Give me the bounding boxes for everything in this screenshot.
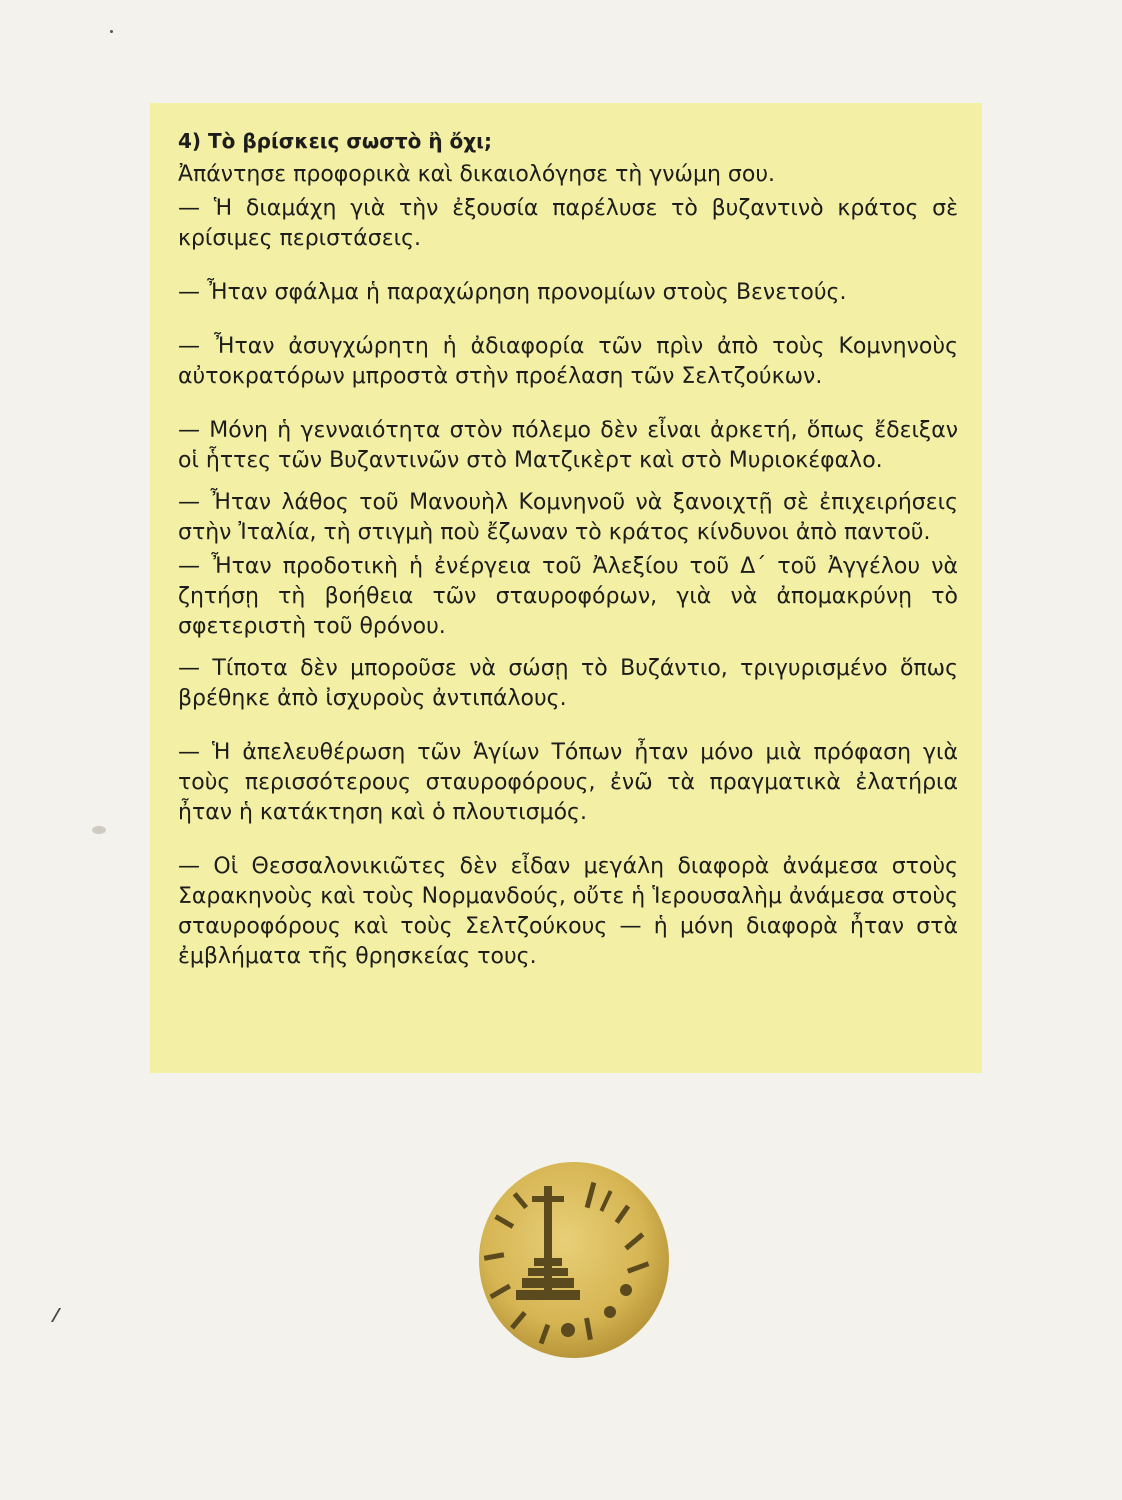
statement-item: — Τίποτα δὲν μποροῦσε νὰ σώσῃ τὸ Βυζάντιο, τριγυρισμένο ὅπως βρέθηκε ἀπὸ ἰσχυροὺς ἀντιπάλους. [178, 656, 958, 711]
statement-list [178, 194, 958, 972]
exercise-instruction: Ἀπάντησε προφορικὰ καὶ δικαιολόγησε τὴ γνώμη σου. [178, 162, 776, 187]
seal-graphic [476, 1160, 672, 1360]
exercise-block [178, 128, 958, 972]
margin-mark [51, 1308, 67, 1322]
paper-stain [92, 826, 106, 834]
statement-item: — Ἦταν προδοτικὴ ἡ ἐνέργεια τοῦ Ἀλεξίου τοῦ Δ΄ τοῦ Ἀγγέλου νὰ ζητήσῃ τὴ βοήθεια τῶν σταυροφόρων, γιὰ νὰ ἀπομακρύνῃ τὸ σφετεριστὴ τοῦ θρόνου. [178, 554, 958, 639]
statement-item: — Ἦταν ἀσυγχώρητη ἡ ἀδιαφορία τῶν πρὶν ἀπὸ τοὺς Κομνηνοὺς αὐτοκρατόρων μπροστὰ στὴν προέλαση τῶν Σελτζούκων. [178, 334, 958, 389]
statement-item: — Ἦταν σφάλμα ἡ παραχώρηση προνομίων στοὺς Βενετούς. [178, 280, 847, 305]
lead-seal-icon [476, 1160, 672, 1360]
page-speck [110, 30, 113, 33]
exercise-heading: 4) Τὸ βρίσκεις σωστὸ ἢ ὄχι; [178, 129, 492, 153]
statement-item: — Ἡ διαμάχη γιὰ τὴν ἐξουσία παρέλυσε τὸ βυζαντινὸ κράτος σὲ κρίσιμες περιστάσεις. [178, 196, 958, 251]
statement-item: — Ἦταν λάθος τοῦ Μανουὴλ Κομνηνοῦ νὰ ξανοιχτῇ σὲ ἐπιχειρήσεις στὴν Ἰταλία, τὴ στιγμὴ ποὺ ἔζωναν τὸ κράτος κίνδυνοι ἀπὸ παντοῦ. [178, 490, 958, 545]
statement-item: — Ἡ ἀπελευθέρωση τῶν Ἁγίων Τόπων ἦταν μόνο μιὰ πρόφαση γιὰ τοὺς περισσότερους σταυροφόρους, ἐνῶ τὰ πραγματικὰ ἐλατήρια ἦταν ἡ κατάκτηση καὶ ὁ πλουτισμός. [178, 740, 958, 825]
statement-item: — Μόνη ἡ γενναιότητα στὸν πόλεμο δὲν εἶναι ἀρκετή, ὅπως ἔδειξαν οἱ ἧττες τῶν Βυζαντινῶν στὸ Ματζικὲρτ καὶ στὸ Μυριοκέφαλο. [178, 418, 958, 473]
statement-item: — Οἱ Θεσσαλονικιῶτες δὲν εἶδαν μεγάλη διαφορὰ ἀνάμεσα στοὺς Σαρακηνοὺς καὶ τοὺς Νορμανδούς, οὔτε ἡ Ἱερουσαλὴμ ἀνάμεσα στοὺς σταυροφόρους καὶ τοὺς Σελτζούκους — ἡ μόνη διαφορὰ ἦταν στὰ ἐμβλήματα τῆς θρησκείας τους. [178, 854, 958, 969]
